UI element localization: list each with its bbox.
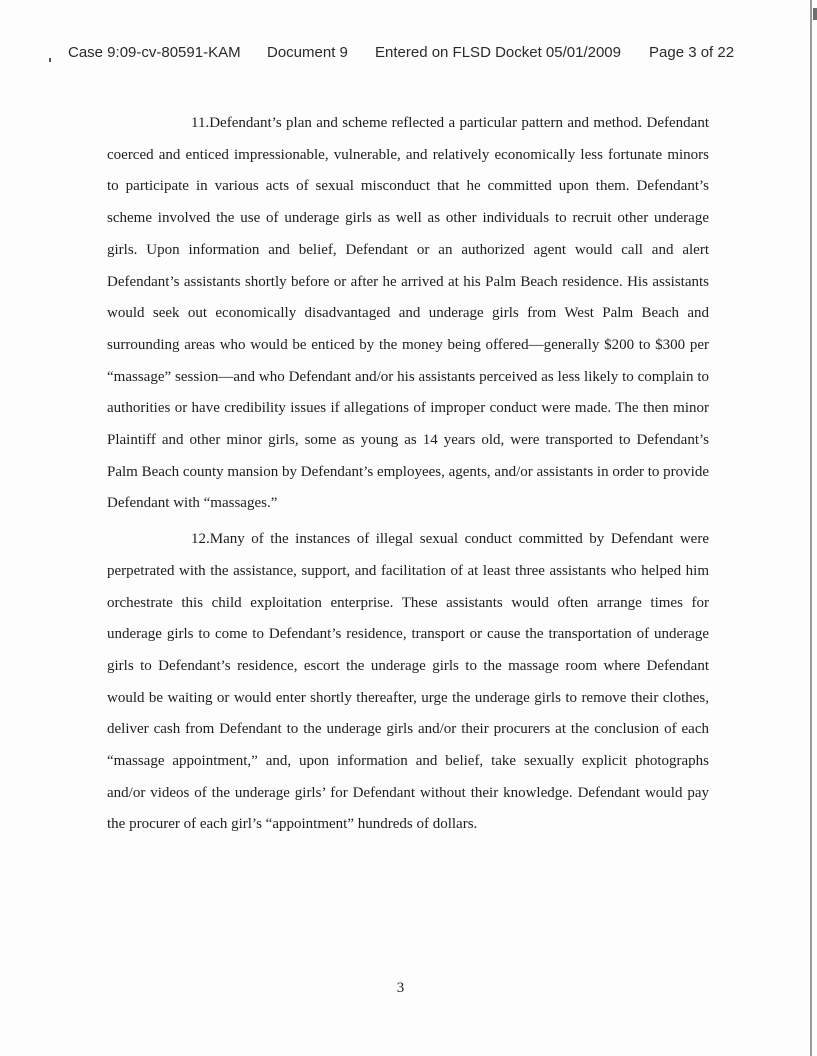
stray-scan-mark xyxy=(49,58,51,62)
document-number: Document 9 xyxy=(267,44,348,61)
paragraph-number: 11. xyxy=(191,115,210,131)
paragraph-11 xyxy=(107,108,709,520)
document-body xyxy=(107,108,709,845)
paragraph-number: 12. xyxy=(191,531,210,548)
paragraph-text: Many of the instances of illegal sexual conduct committed by Defendant were perpetrated with the assistance, support, and facilitation of at least three assistants who helped him orchestrate this child exploitation enterprise. These assistants would often arrange times for underage girls to come to Defendant’s residence, transport or cause the transportation of underage girls to Defendant’s residence, escort the underage girls to the massage room where Defendant would be waiting or would enter shortly thereafter, urge the underage girls to remove their clothes, deliver cash from Defendant to the underage girls and/or their procurers at the conclusion of each “massage appointment,” and, upon information and belief, take sexually explicit photographs and/or videos of the underage girls’ for Defendant without their knowledge. Defendant would pay the procurer of each girl’s “appointment” hundreds of dollars. xyxy=(107,531,709,833)
paragraph-12 xyxy=(107,524,709,841)
scan-edge-mark xyxy=(813,8,817,20)
docket-header xyxy=(68,44,738,66)
case-number: Case 9:09-cv-80591-KAM xyxy=(68,44,241,61)
page-count: Page 3 of 22 xyxy=(649,44,735,61)
paragraph-text: Defendant’s plan and scheme reflected a particular pattern and method. Defendant coerced and enticed impressionable, vulnerable, and relatively economically less fortunate minors to participate in various acts of sexual misconduct that he committed upon them. Defendant’s scheme involved the use of underage girls as well as other individuals to recruit other underage girls. Upon information and belief, Defendant or an authorized agent would call and alert Defendant’s assistants shortly before or after he arrived at his Palm Beach residence. His assistants would seek out economically disadvantaged and underage girls from West Palm Beach and surrounding areas who would be enticed by the money being offered—generally $200 to $300 per “massage” session—and who Defendant and/or his assistants perceived as less likely to complain to authorities or have credibility issues if allegations of improper conduct were made. The then minor Plaintiff and other minor girls, some as young as 14 years old, were transported to Defendant’s Palm Beach county mansion by Defendant’s employees, agents, and/or assistants in order to provide Defendant with “massages.” xyxy=(107,115,709,512)
page-number: 3 xyxy=(396,980,405,996)
docket-entry-date: Entered on FLSD Docket 05/01/2009 xyxy=(375,44,621,61)
scan-edge-line xyxy=(810,0,812,1056)
